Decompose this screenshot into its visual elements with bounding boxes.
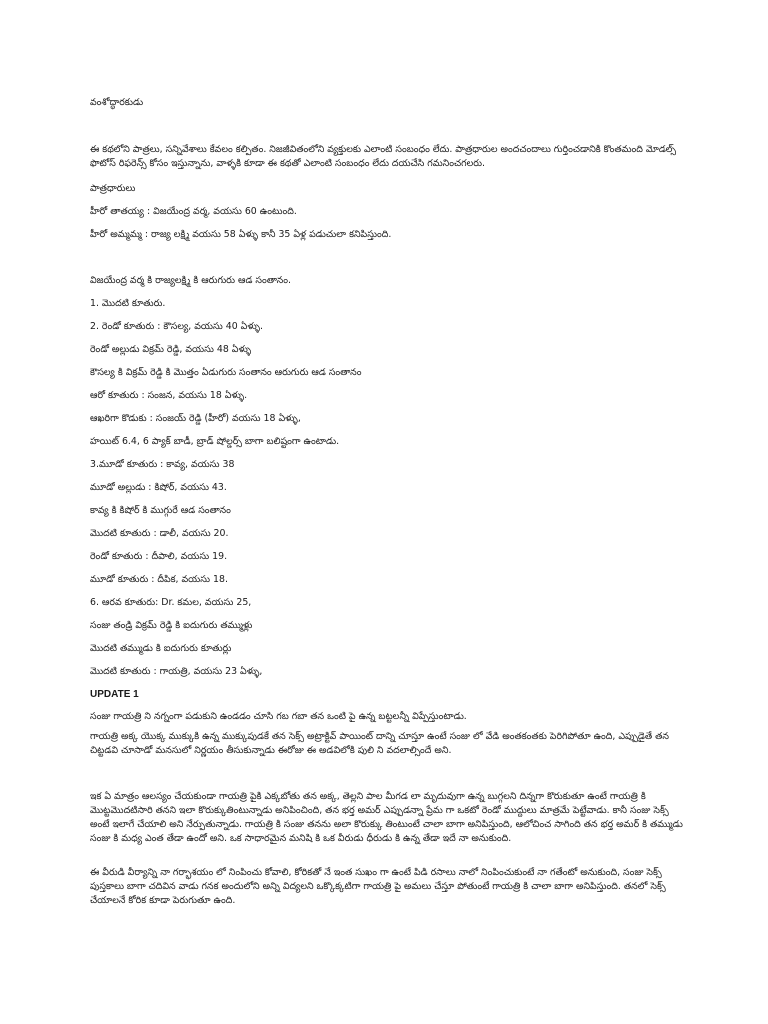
character-line: మొదటి కూతురు : డాలీ, వయసు 20.	[90, 528, 229, 539]
character-line: కావ్య కి కిషోర్ కి ముగ్గురే ఆడ సంతానం	[90, 505, 231, 516]
story-paragraph: గాయత్రి అక్క యొక్క ముక్కుకి ఉన్న ముక్కుపుడకే తన సెక్స్ అట్రాక్టివ్ పాయింట్ దాన్ని చూస్తూ ఉంటే సంజు లో వేడి అంతకంతకు పెరిగిపోతూ ఉంది, ఎప్పుడైతే తన చిట్టడవి చూసాడో మనసులో నిర్ణయం తీసుకున్నాడు ఈరోజు ఈ అడవిలోకి పులి ని వదలాల్సిందే అని.	[90, 731, 669, 756]
character-line: మూడో అల్లుడు : కిషోర్, వయసు 43.	[90, 482, 227, 493]
character-line: మొదటి తమ్ముడు కి ఐదుగురు కూతుర్లు	[90, 643, 232, 654]
document-title: వంశోద్ధారకుడు	[90, 97, 144, 108]
characters-heading: పాత్రధారులు	[90, 183, 136, 194]
character-line: కౌసల్య కి విక్రమ్ రెడ్డి కి మొత్తం ఏడుగురు సంతానం ఆరుగురు ఆడ సంతానం	[90, 367, 362, 378]
character-line: హయిట్ 6.4, 6 ప్యాక్ బాడీ, బ్రాడ్ షోల్డర్స్ బాగా బలిష్టంగా ఉంటాడు.	[90, 436, 340, 447]
character-line: సంజు తండ్రి విక్రమ్ రెడ్డి కి ఐదుగురు తమ్ముళ్లు	[90, 620, 253, 631]
character-line: మూడో కూతురు : దీపిక, వయసు 18.	[90, 574, 228, 585]
character-line: హీరో తాతయ్య : విజయేంద్ర వర్మ, వయసు 60 ఉంటుంది.	[90, 206, 297, 217]
character-line: 6. ఆరవ కూతురు: Dr. కమల, వయసు 25,	[90, 597, 252, 608]
character-line: రెండో అల్లుడు విక్రమ్ రెడ్డి, వయసు 48 ఏళ్ళు	[90, 344, 252, 355]
story-paragraph: ఇక ఏ మాత్రం ఆలస్యం చేయకుండా గాయత్రి పైకి ఎక్కబోతు తన అక్క, తెల్లని పాల మీగడ లా మృదువుగా ఉన్న బుగ్గలని దిన్నగా కొరుకుతూ ఉంటే గాయత్రి కి మొట్టమొదటిసారి తనని ఇలా కొరుక్కుతింటున్నాడు అనిపించింది, తన భర్త అమర్ ఎప్పుడన్నా ప్రేమ గా ఒకటో రెండో ముద్దులు మాత్రమే పెట్టేవాడు. కానీ సంజు సెక్స్ అంటే ఇలాగే చేయాలి అని నేర్పుతున్నాడు. గాయత్రి కి సంజు తనను అలా కొరుక్కు తింటుంటే చాలా బాగా అనిపిస్తుంది, ఆలోచించ సాగింది తన భర్త అమర్ కి తమ్ముడు సంజు కి మధ్య ఎంత తేడా ఉందో అని. ఒక సాధారమైన మనిషి కి ఒక వీరుడు ధీరుడు కి ఉన్న తేడా ఇదే నా అనుకుంది.	[90, 791, 683, 844]
update-heading: UPDATE 1	[90, 689, 139, 700]
character-line: 2. రెండో కూతురు : కౌసల్య, వయసు 40 ఏళ్ళు.	[90, 321, 264, 332]
character-line: ఆఖరిగా కొడుకు : సంజయ్ రెడ్డి (హీరో) వయసు 18 ఏళ్ళు,	[90, 413, 301, 424]
disclaimer-paragraph: ఈ కథలోని పాత్రలు, సన్నివేశాలు కేవలం కల్పితం. నిజజీవితంలోని వ్యక్తులకు ఎలాంటి సంబంధం లేదు. పాత్రధారుల అందచందాలు గుర్తించడానికి కొంతమంది మోడల్స్ ఫొటోస్ రిఫరెన్స్ కోసం ఇస్తున్నాను, వాళ్ళకి కూడా ఈ కథతో ఎలాంటి సంబంధం లేదు దయచేసి గమనించగలరు.	[90, 144, 677, 169]
story-paragraph: ఈ వీరుడి వీర్యాన్ని నా గర్భాశయం లో నింపించు కోవాలి, కోరికతో నే ఇంత సుఖం గా ఉంటే పిడి రసాలు నాలో నింపించుకుంటే నా గతేంటో అనుకుంది, సంజు సెక్స్ పుస్తకాలు బాగా చదివిన వాడు గనక అందులోని అన్ని విద్యలని ఒక్కొక్కటిగా గాయత్రి పై అమలు చేస్తూ పోతుంటే గాయత్రి కి చాలా బాగా అనిపిస్తుంది. తనలో సెక్స్ చేయాలనే కోరిక కూడా పెరుగుతూ ఉంది.	[90, 867, 666, 906]
character-line: హీరో అమ్మమ్మ : రాజ్య లక్ష్మి వయసు 58 ఏళ్ళు కానీ 35 ఏళ్ల పడుచులా కనిపిస్తుంది.	[90, 229, 392, 240]
character-line: మొదటి కూతురు : గాయత్రి, వయసు 23 ఏళ్ళు,	[90, 666, 263, 677]
character-line: విజయేంద్ర వర్మ కి రాజ్యలక్ష్మి కి ఆరుగురు ఆడ సంతానం.	[90, 275, 291, 286]
character-line: రెండో కూతురు : దీపాలి, వయసు 19.	[90, 551, 228, 562]
story-paragraph: సంజు గాయత్రి ని నగ్నంగా పడుకుని ఉండడం చూసి గబ గబా తన ఒంటి పై ఉన్న బట్టలన్నీ విప్పేస్తుంటాడు.	[90, 711, 467, 722]
character-line: 1. మొదటి కూతురు.	[90, 298, 166, 309]
character-line: ఆరో కూతురు : సంజన, వయసు 18 ఏళ్ళు.	[90, 390, 248, 401]
character-line: 3.మూడో కూతురు : కావ్య, వయసు 38	[90, 459, 235, 470]
